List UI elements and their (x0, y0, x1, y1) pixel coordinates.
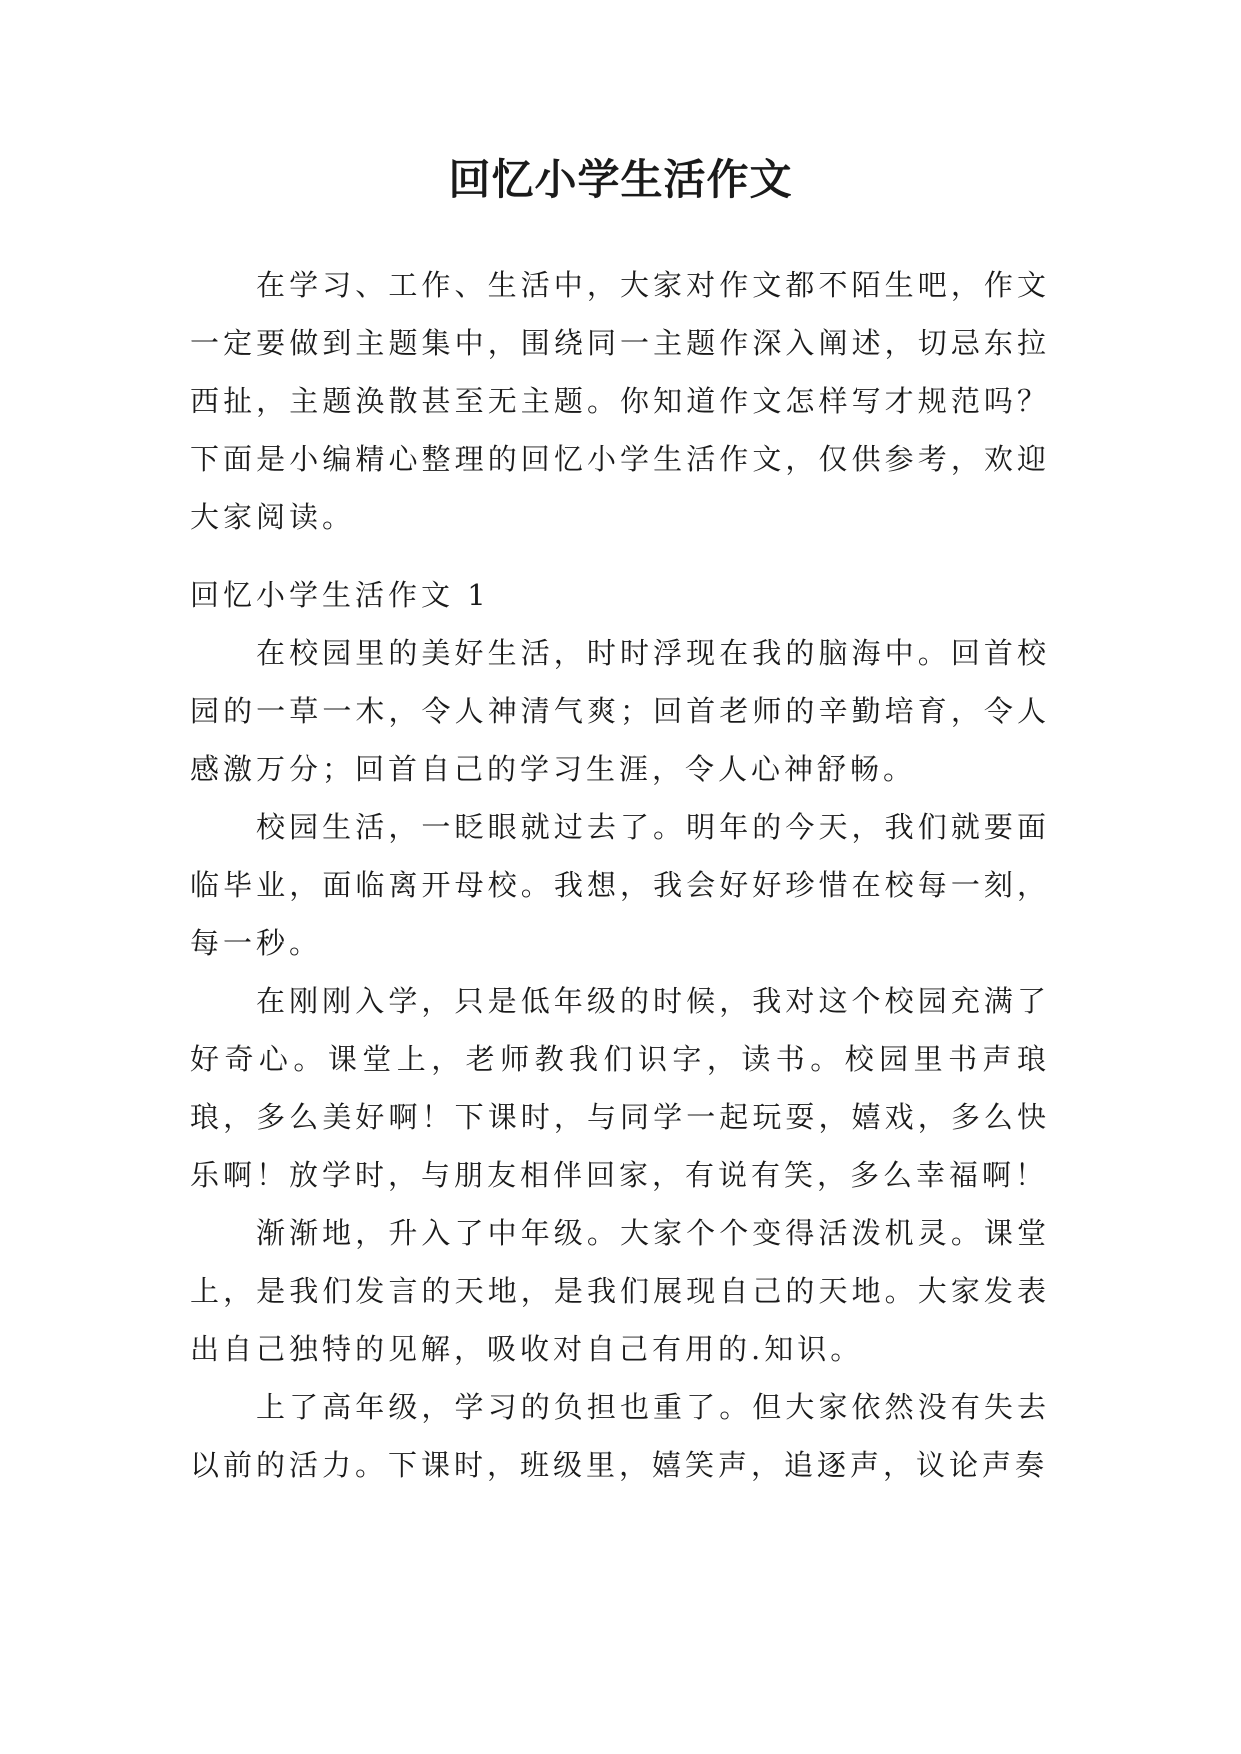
section-heading: 回忆小学生活作文 1 (190, 578, 490, 612)
document-title: 回忆小学生活作文 (448, 155, 793, 204)
body-paragraph-5: 上了高年级，学习的负担也重了。但大家依然没有失去以前的活力。下课时，班级里，嬉笑声，追逐声，议论声奏 (190, 1390, 1050, 1482)
body-paragraph-2: 校园生活，一眨眼就过去了。明年的今天，我们就要面临毕业，面临离开母校。我想，我会好好珍惜在校每一刻，每一秒。 (190, 810, 1050, 960)
body-paragraph-1: 在校园里的美好生活，时时浮现在我的脑海中。回首校园的一草一木，令人神清气爽；回首老师的辛勤培育，令人感激万分；回首自己的学习生涯，令人心神舒畅。 (190, 636, 1050, 786)
body-paragraph-3: 在刚刚入学，只是低年级的时候，我对这个校园充满了好奇心。课堂上，老师教我们识字，读书。校园里书声琅琅，多么美好啊！下课时，与同学一起玩耍，嬉戏，多么快乐啊！放学时，与朋友相伴回家，有说有笑，多么幸福啊！ (190, 984, 1050, 1192)
intro-paragraph: 在学习、工作、生活中，大家对作文都不陌生吧，作文一定要做到主题集中，围绕同一主题作深入阐述，切忌东拉西扯，主题涣散甚至无主题。你知道作文怎样写才规范吗？下面是小编精心整理的回忆小学生活作文，仅供参考，欢迎大家阅读。 (190, 268, 1050, 534)
body-paragraph-4: 渐渐地，升入了中年级。大家个个变得活泼机灵。课堂上，是我们发言的天地，是我们展现自己的天地。大家发表出自己独特的见解，吸收对自己有用的.知识。 (190, 1216, 1050, 1366)
